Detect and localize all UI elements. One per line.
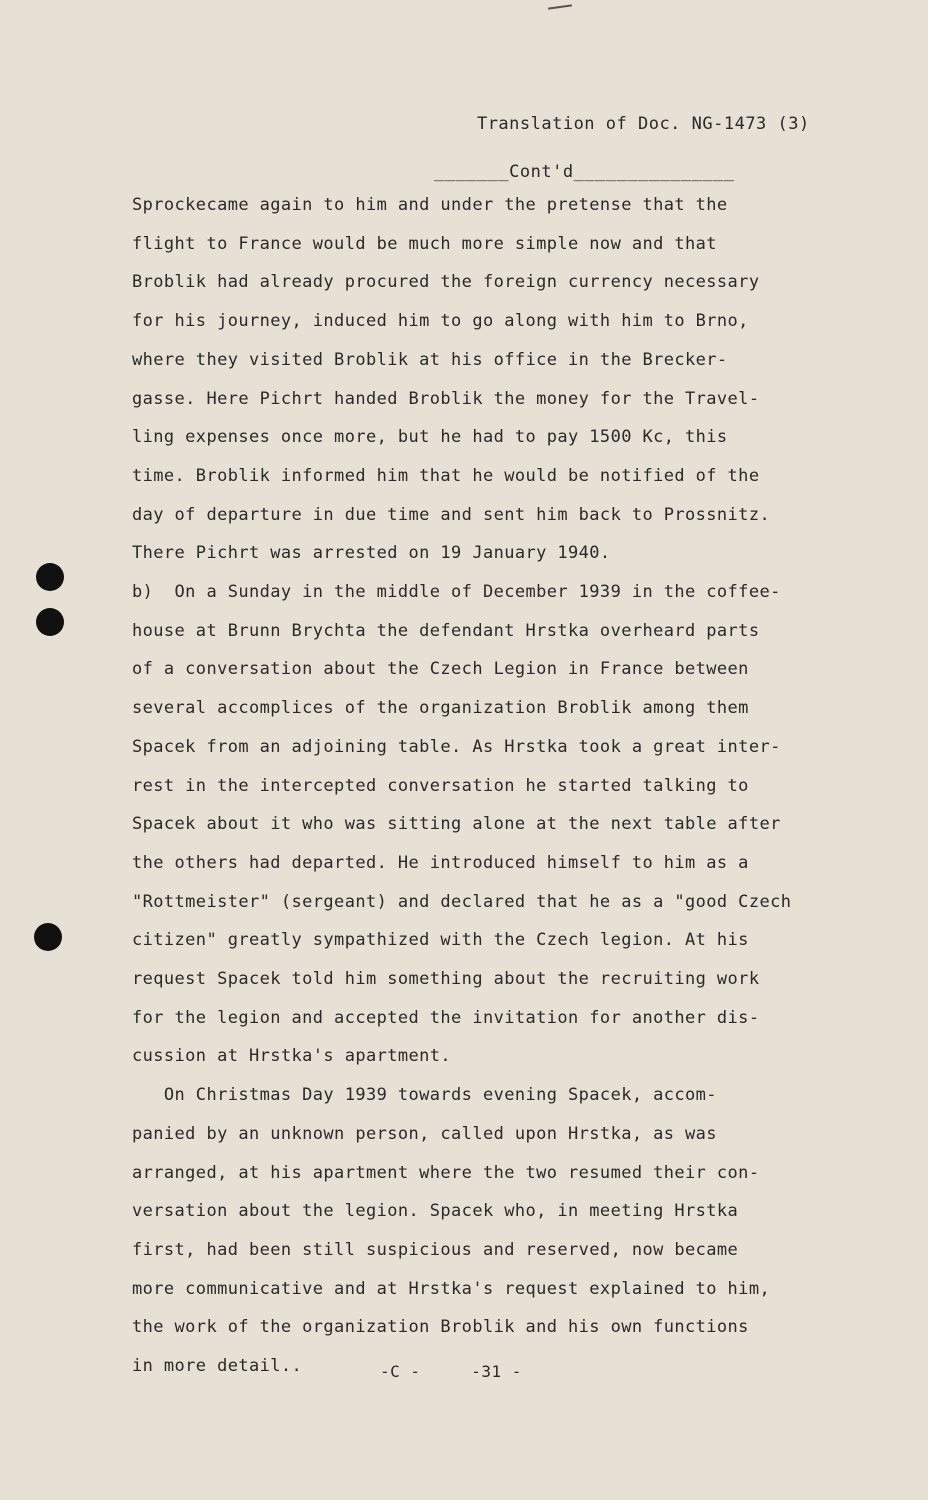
page-number: -C - -31 - bbox=[380, 1362, 522, 1381]
text-line: first, had been still suspicious and reserved, now became bbox=[132, 1239, 739, 1260]
text-line: where they visited Broblik at his office in the Brecker- bbox=[132, 349, 728, 370]
text-line: ling expenses once more, but he had to pay 1500 Kc, this bbox=[132, 427, 728, 448]
text-line: There Pichrt was arrested on 19 January 1940. bbox=[132, 543, 611, 564]
text-line: Spacek from an adjoining table. As Hrstka took a great inter- bbox=[132, 736, 781, 757]
text-line: Broblik had already procured the foreign currency necessary bbox=[132, 272, 760, 293]
text-line: more communicative and at Hrstka's request explained to him, bbox=[132, 1278, 771, 1299]
text-line: of a conversation about the Czech Legion in France between bbox=[132, 659, 749, 680]
text-line: "Rottmeister" (sergeant) and declared that he as a "good Czech bbox=[132, 891, 792, 912]
text-line: arranged, at his apartment where the two resumed their con- bbox=[132, 1162, 760, 1183]
text-line: day of departure in due time and sent him back to Prossnitz. bbox=[132, 504, 771, 525]
contd-line: _______Cont'd_______________ bbox=[434, 162, 735, 182]
text-line: panied by an unknown person, called upon Hrstka, as was bbox=[132, 1123, 717, 1144]
text-line: cussion at Hrstka's apartment. bbox=[132, 1046, 452, 1067]
text-line: time. Broblik informed him that he would be notified of the bbox=[132, 465, 760, 486]
document-title: Translation of Doc. NG-1473 (3) bbox=[476, 114, 810, 134]
text-line: flight to France would be much more simple now and that bbox=[132, 233, 717, 254]
text-line: several accomplices of the organization Broblik among them bbox=[132, 698, 749, 719]
punch-hole-1 bbox=[36, 563, 64, 591]
text-line: in more detail.. bbox=[132, 1356, 303, 1377]
text-line: rest in the intercepted conversation he started talking to bbox=[132, 775, 749, 796]
text-line: the others had departed. He introduced himself to him as a bbox=[132, 852, 749, 873]
top-mark bbox=[548, 4, 572, 9]
body-text bbox=[132, 186, 872, 1386]
text-line: gasse. Here Pichrt handed Broblik the money for the Travel- bbox=[132, 388, 760, 409]
text-line: for his journey, induced him to go along with him to Brno, bbox=[132, 311, 749, 332]
text-line: the work of the organization Broblik and his own functions bbox=[132, 1317, 749, 1338]
text-line: b) On a Sunday in the middle of December 1939 in the coffee- bbox=[132, 582, 781, 603]
text-line: house at Brunn Brychta the defendant Hrstka overheard parts bbox=[132, 620, 760, 641]
text-line: citizen" greatly sympathized with the Czech legion. At his bbox=[132, 930, 749, 951]
text-line: Spacek about it who was sitting alone at the next table after bbox=[132, 814, 781, 835]
punch-hole-3 bbox=[34, 923, 62, 951]
text-line: request Spacek told him something about the recruiting work bbox=[132, 969, 760, 990]
text-line: Sprockecame again to him and under the pretense that the bbox=[132, 195, 728, 215]
punch-hole-2 bbox=[36, 608, 64, 636]
text-line: versation about the legion. Spacek who, in meeting Hrstka bbox=[132, 1201, 739, 1222]
text-line: for the legion and accepted the invitation for another dis- bbox=[132, 1007, 760, 1028]
text-line: On Christmas Day 1939 towards evening Spacek, accom- bbox=[132, 1085, 717, 1106]
